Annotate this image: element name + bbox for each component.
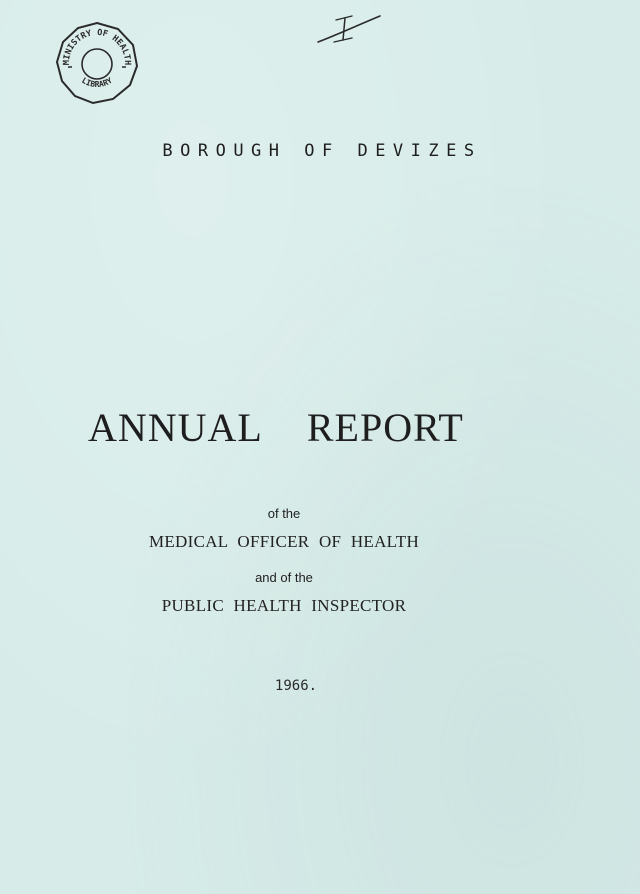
svg-text:LIBRARY: LIBRARY xyxy=(80,75,114,89)
subtitle-public-health-inspector: PUBLIC HEALTH INSPECTOR xyxy=(161,596,407,615)
subtitle-of-the: of the xyxy=(267,506,301,521)
report-year: 1966. xyxy=(274,678,318,694)
svg-text:MINISTRY OF HEALTH: MINISTRY OF HEALTH xyxy=(61,27,133,66)
library-stamp-seal xyxy=(55,21,139,105)
subtitle-medical-officer: MEDICAL OFFICER OF HEALTH xyxy=(148,532,420,551)
borough-heading: BOROUGH OF DEVIZES xyxy=(162,141,482,161)
handwritten-numeral-mark xyxy=(312,10,384,50)
title-word-report: REPORT xyxy=(306,405,464,450)
report-title xyxy=(88,404,488,451)
title-word-annual: ANNUAL xyxy=(88,405,263,450)
subtitle-and-of-the: and of the xyxy=(255,570,313,585)
